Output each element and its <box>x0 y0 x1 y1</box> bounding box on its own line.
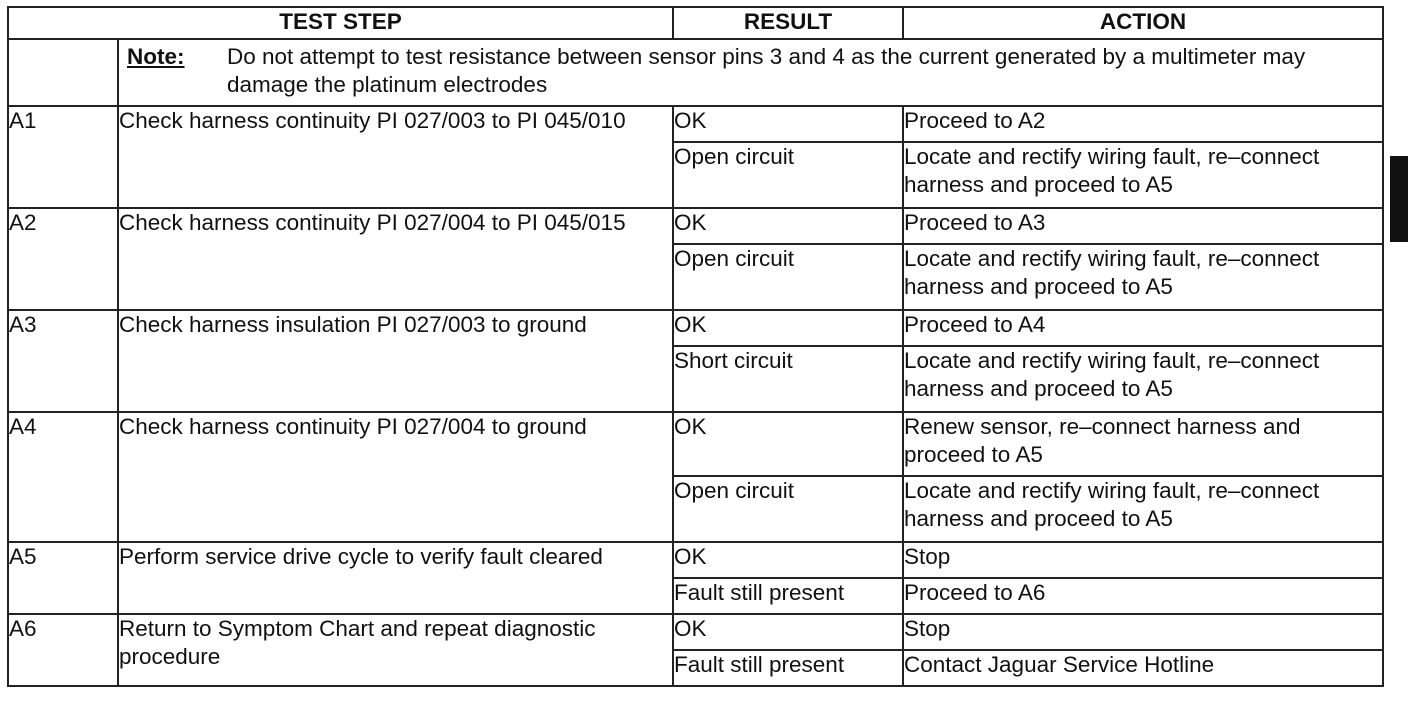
step-result: OK <box>673 208 903 244</box>
section-thumb-tab-marker <box>1390 156 1408 242</box>
step-result: OK <box>673 310 903 346</box>
table-row <box>8 310 1383 346</box>
step-action: Proceed to A4 <box>903 310 1383 346</box>
step-result: Open circuit <box>673 142 903 208</box>
note-label: Note: <box>127 44 185 69</box>
note-cell <box>118 39 1383 106</box>
step-action: Proceed to A6 <box>903 578 1383 614</box>
step-action: Locate and rectify wiring fault, re–connect harness and proceed to A5 <box>903 244 1383 310</box>
step-result: Short circuit <box>673 346 903 412</box>
step-action: Proceed to A2 <box>903 106 1383 142</box>
step-result: Open circuit <box>673 244 903 310</box>
step-action: Proceed to A3 <box>903 208 1383 244</box>
header-result: RESULT <box>673 7 903 39</box>
step-description: Perform service drive cycle to verify fault cleared <box>118 542 673 614</box>
step-description: Check harness insulation PI 027/003 to ground <box>118 310 673 412</box>
table-row <box>8 542 1383 578</box>
step-result: Fault still present <box>673 578 903 614</box>
step-result: OK <box>673 614 903 650</box>
step-result: OK <box>673 412 903 476</box>
note-text: Do not attempt to test resistance between sensor pins 3 and 4 as the current generated by a multimeter may damage the platinum electrodes <box>227 44 1306 97</box>
step-id: A4 <box>8 412 118 542</box>
table-row <box>8 208 1383 244</box>
table-row <box>8 412 1383 476</box>
step-description: Check harness continuity PI 027/004 to PI 045/015 <box>118 208 673 310</box>
step-action: Renew sensor, re–connect harness and proceed to A5 <box>903 412 1383 476</box>
header-row <box>8 7 1383 39</box>
header-test-step: TEST STEP <box>8 7 673 39</box>
step-id: A5 <box>8 542 118 614</box>
step-result: Fault still present <box>673 650 903 686</box>
step-result: Open circuit <box>673 476 903 542</box>
note-empty-cell <box>8 39 118 106</box>
step-description: Check harness continuity PI 027/003 to PI 045/010 <box>118 106 673 208</box>
step-result: OK <box>673 542 903 578</box>
step-action: Locate and rectify wiring fault, re–connect harness and proceed to A5 <box>903 476 1383 542</box>
header-action: ACTION <box>903 7 1383 39</box>
step-action: Stop <box>903 614 1383 650</box>
step-action: Locate and rectify wiring fault, re–connect harness and proceed to A5 <box>903 142 1383 208</box>
step-result: OK <box>673 106 903 142</box>
step-description: Return to Symptom Chart and repeat diagnostic procedure <box>118 614 673 686</box>
table-row <box>8 614 1383 650</box>
table-row <box>8 106 1383 142</box>
step-id: A1 <box>8 106 118 208</box>
step-id: A2 <box>8 208 118 310</box>
step-id: A6 <box>8 614 118 686</box>
step-action: Contact Jaguar Service Hotline <box>903 650 1383 686</box>
diagnostic-table <box>7 6 1384 687</box>
step-action: Stop <box>903 542 1383 578</box>
step-id: A3 <box>8 310 118 412</box>
note-row <box>8 39 1383 106</box>
step-description: Check harness continuity PI 027/004 to ground <box>118 412 673 542</box>
step-action: Locate and rectify wiring fault, re–connect harness and proceed to A5 <box>903 346 1383 412</box>
